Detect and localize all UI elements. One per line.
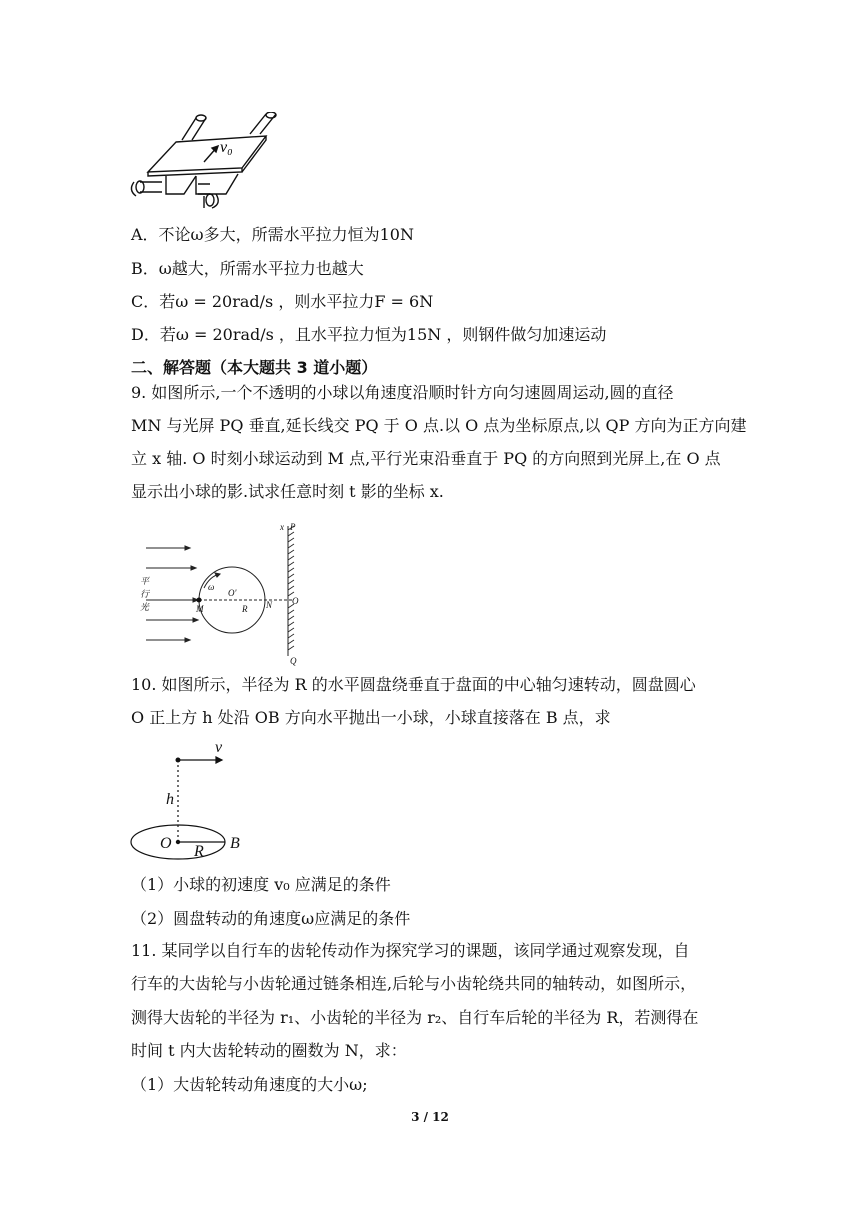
q10-line-1: 10. 如图所示，半径为 R 的水平圆盘绕垂直于盘面的中心轴匀速转动，圆盘圆心 xyxy=(131,675,696,694)
omega-label: ω xyxy=(208,582,215,592)
m-label: M xyxy=(196,604,204,614)
q11-part-1: （1）大齿轮转动角速度的大小ω; xyxy=(131,1075,368,1094)
x-label: x xyxy=(280,522,284,532)
page-number: 3 / 12 xyxy=(411,1110,449,1124)
v0-label: v₀ xyxy=(220,139,233,156)
section-heading: 二、解答题（本大题共 3 道小题） xyxy=(131,358,378,377)
q11-line-2: 行车的大齿轮与小齿轮通过链条相连,后轮与小齿轮绕共同的轴转动，如图所示， xyxy=(131,974,697,993)
q10-part-2: （2）圆盘转动的角速度ω应满足的条件 xyxy=(131,909,411,928)
option-d: D．若ω = 20rad/s ，且水平拉力恒为15N ，则钢件做匀加速运动 xyxy=(131,325,607,344)
q11-line-4: 时间 t 内大齿轮转动的圈数为 N，求： xyxy=(131,1041,407,1060)
figure-disc-ball xyxy=(126,738,256,864)
q9-line-4: 显示出小球的影.试求任意时刻 t 影的坐标 x. xyxy=(131,482,444,501)
option-c: C．若ω = 20rad/s ，则水平拉力F = 6N xyxy=(131,292,434,311)
p-label: P xyxy=(290,522,296,532)
light-char-1: 平 xyxy=(140,576,150,586)
h-label: h xyxy=(166,791,174,808)
center-label: O' xyxy=(228,588,237,598)
r-label: R xyxy=(194,843,204,860)
option-b: B．ω越大，所需水平拉力也越大 xyxy=(131,259,364,278)
light-char-3: 光 xyxy=(140,602,150,612)
r-label: R xyxy=(242,604,248,614)
q11-line-3: 测得大齿轮的半径为 r₁、小齿轮的半径为 r₂、自行车后轮的半径为 R，若测得在 xyxy=(131,1008,699,1027)
q11-line-1: 11. 某同学以自行车的齿轮传动作为探究学习的课题，该同学通过观察发现，自 xyxy=(131,941,690,960)
q9-line-2: MN 与光屏 PQ 垂直,延长线交 PQ 于 O 点.以 O 点为坐标原点,以 QP 方向为正方向建 xyxy=(131,416,747,435)
figure-ball-shadow xyxy=(140,518,320,666)
o-label: O xyxy=(160,835,172,852)
q10-part-1: （1）小球的初速度 v₀ 应满足的条件 xyxy=(131,875,391,894)
figure-steel-rollers xyxy=(126,112,286,212)
q-label: Q xyxy=(290,656,297,666)
q10-line-2: O 正上方 h 处沿 OB 方向水平抛出一小球，小球直接落在 B 点，求 xyxy=(131,708,611,727)
v-label: v xyxy=(215,739,223,756)
q9-line-1: 9. 如图所示,一个不透明的小球以角速度沿顺时针方向匀速圆周运动,圆的直径 xyxy=(131,383,674,402)
q9-line-3: 立 x 轴. O 时刻小球运动到 M 点,平行光束沿垂直于 PQ 的方向照到光屏上,在 O 点 xyxy=(131,449,721,468)
n-label: N xyxy=(266,600,273,610)
light-char-2: 行 xyxy=(140,589,150,599)
o-label: O xyxy=(292,596,299,606)
b-label: B xyxy=(230,835,240,852)
option-a: A．不论ω多大，所需水平拉力恒为10N xyxy=(131,225,414,244)
